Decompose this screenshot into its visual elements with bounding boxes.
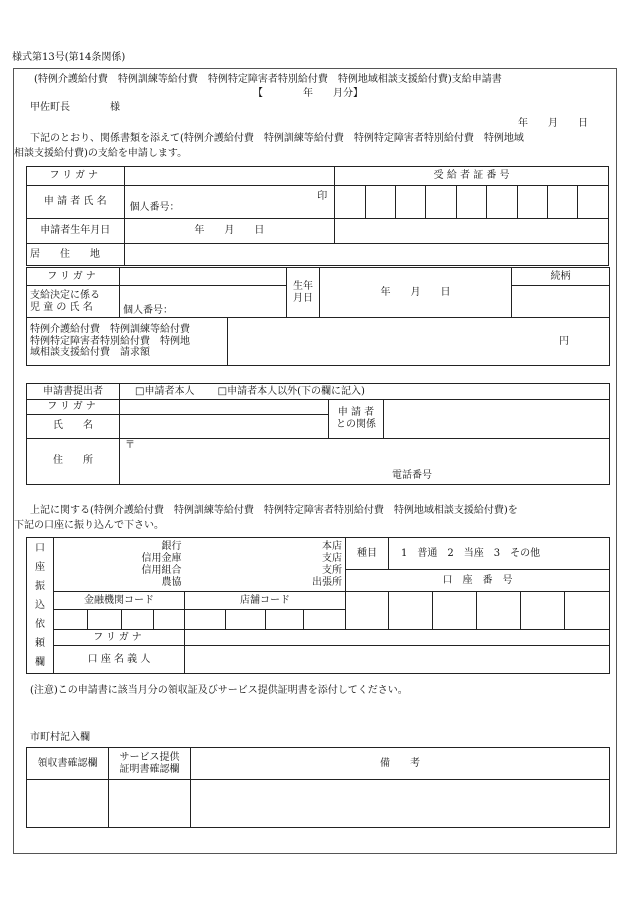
child-name-label: 支給決定に係る 児 童 の 氏 名 bbox=[27, 286, 120, 318]
municipal-heading: 市町村記入欄 bbox=[30, 732, 90, 743]
claim-label: 特例介護給付費 特例訓練等給付費 特例特定障害者特別給付費 特例地 域相談支援給付費 請求額 bbox=[27, 318, 228, 366]
receipt-check-label: 領収書確認欄 bbox=[27, 748, 109, 780]
cert-digit-5[interactable] bbox=[456, 186, 486, 219]
recipient-cert-label: 受 給 者 証 番 号 bbox=[335, 167, 609, 186]
inst-code-digit-1[interactable] bbox=[54, 610, 88, 630]
yen-unit: 円 bbox=[559, 335, 569, 347]
submitter-table bbox=[26, 383, 610, 485]
inst-code-digit-3[interactable] bbox=[122, 610, 154, 630]
institution-name-field[interactable]: 銀行 信用金庫 信用組合 農協 bbox=[54, 538, 185, 592]
account-digit-4[interactable] bbox=[477, 592, 521, 630]
municipal-table bbox=[26, 747, 610, 828]
service-check-label: サービス提供 証明書確認欄 bbox=[109, 748, 191, 780]
applicant-table bbox=[26, 166, 609, 266]
cert-digit-1[interactable] bbox=[335, 186, 365, 219]
submitter-options bbox=[120, 384, 610, 400]
submitter-label: 申請書提出者 bbox=[27, 384, 120, 400]
branch-code-digit-3[interactable] bbox=[266, 610, 304, 630]
remarks-label: 備 考 bbox=[191, 748, 610, 780]
child-birth-label: 生年 月日 bbox=[287, 268, 320, 318]
child-furigana-label: フリガナ bbox=[27, 268, 120, 286]
account-holder-field[interactable] bbox=[185, 646, 610, 674]
bank-side-label: 口 座 振 込 依 頼 欄 bbox=[27, 538, 54, 674]
account-holder-label: 口 座 名 義 人 bbox=[54, 646, 185, 674]
account-number-label: 口 座 番 号 bbox=[346, 570, 610, 592]
account-digit-2[interactable] bbox=[389, 592, 433, 630]
option-other-person[interactable]: □申請者本人以外(下の欄に記入) bbox=[217, 385, 365, 397]
relation-label: 続柄 bbox=[512, 268, 610, 286]
form-title-month: 【 年 月分】 bbox=[253, 88, 363, 99]
child-birth-field[interactable]: 年 月 日 bbox=[320, 268, 512, 318]
cert-digit-6[interactable] bbox=[487, 186, 517, 219]
service-check-field[interactable] bbox=[109, 780, 191, 828]
submitter-address-label: 住 所 bbox=[27, 438, 120, 484]
holder-furigana-field[interactable] bbox=[185, 630, 610, 646]
receipt-check-field[interactable] bbox=[27, 780, 109, 828]
account-digit-3[interactable] bbox=[433, 592, 477, 630]
seal-mark: 印 bbox=[317, 190, 328, 202]
attachment-note: (注意)この申請書に該当月分の領収証及びサービス提供証明書を添付してください。 bbox=[30, 685, 408, 696]
child-personal-number[interactable]: 個人番号： bbox=[123, 304, 173, 316]
submitter-name-field[interactable] bbox=[120, 414, 329, 438]
bank-spacer bbox=[304, 610, 346, 630]
cert-digit-2[interactable] bbox=[365, 186, 395, 219]
bank-intro: 上記に関する(特例介護給付費 特例訓練等給付費 特例特定障害者特別給付費 特例地域相談支援給付費)を bbox=[30, 505, 518, 516]
cert-digit-4[interactable] bbox=[426, 186, 456, 219]
cert-digit-9[interactable] bbox=[578, 186, 609, 219]
child-furigana-field[interactable] bbox=[120, 268, 287, 286]
claim-amount-field[interactable] bbox=[228, 318, 610, 366]
submitter-name-label: 氏 名 bbox=[27, 414, 120, 438]
applicant-birthdate-label: 申請者生年月日 bbox=[27, 219, 125, 244]
form-title: (特例介護給付費 特例訓練等給付費 特例特定障害者特別給付費 特例地域相談支援給付費)支給申請書 bbox=[34, 74, 502, 85]
postal-mark: 〒 bbox=[125, 439, 135, 451]
branch-code-digit-1[interactable] bbox=[185, 610, 226, 630]
intro-text-2: 相談支援給付費)の支給を申請します。 bbox=[14, 148, 188, 159]
applicant-furigana-field[interactable] bbox=[124, 167, 335, 186]
remarks-field[interactable] bbox=[191, 780, 610, 828]
submitter-address-field[interactable] bbox=[120, 438, 610, 484]
account-kind-options[interactable]: 1 普通 2 当座 3 その他 bbox=[389, 538, 610, 570]
applicant-address-label: 居 住 地 bbox=[27, 244, 125, 266]
branch-code-label: 店舗コード bbox=[185, 592, 346, 610]
account-digit-5[interactable] bbox=[521, 592, 565, 630]
option-applicant-self[interactable]: □申請者本人 bbox=[135, 385, 195, 397]
applicant-furigana-label: フリガナ bbox=[27, 167, 125, 186]
applicant-personal-number[interactable]: 個人番号： bbox=[129, 202, 180, 213]
submitter-furigana-label: フリガナ bbox=[27, 400, 120, 415]
claim-table bbox=[26, 317, 610, 366]
holder-furigana-label: フリガナ bbox=[54, 630, 185, 646]
applicant-blank[interactable] bbox=[335, 219, 609, 244]
account-digit-6[interactable] bbox=[565, 592, 610, 630]
phone-label: 電話番号 bbox=[392, 469, 432, 481]
branch-name-field[interactable]: 本店 支店 支所 出張所 bbox=[185, 538, 346, 592]
cert-digit-8[interactable] bbox=[548, 186, 578, 219]
cert-digit-3[interactable] bbox=[396, 186, 426, 219]
date-line[interactable]: 年 月 日 bbox=[518, 118, 588, 129]
submitter-furigana-field[interactable] bbox=[120, 400, 329, 415]
applicant-name-field[interactable] bbox=[124, 186, 335, 219]
applicant-name-label: 申 請 者 氏 名 bbox=[27, 186, 125, 219]
addressee: 甲佐町長 様 bbox=[30, 102, 120, 113]
submitter-relation-field[interactable] bbox=[384, 400, 610, 439]
cert-digit-7[interactable] bbox=[517, 186, 547, 219]
applicant-address-field[interactable] bbox=[124, 244, 609, 266]
intro-text: 下記のとおり、関係書類を添えて(特例介護給付費 特例訓練等給付費 特例特定障害者特別給付費 特例地域 bbox=[30, 133, 524, 144]
inst-code-digit-4[interactable] bbox=[154, 610, 185, 630]
institution-code-label: 金融機関コード bbox=[54, 592, 185, 610]
branch-code-digit-2[interactable] bbox=[226, 610, 266, 630]
bank-table bbox=[26, 537, 610, 674]
account-kind-label: 種目 bbox=[346, 538, 389, 570]
relation-field[interactable] bbox=[512, 286, 610, 318]
child-table bbox=[26, 267, 610, 318]
form-number: 様式第13号(第14条関係) bbox=[12, 52, 126, 63]
submitter-relation-label: 申 請 者 との関係 bbox=[329, 400, 384, 439]
child-name-field[interactable] bbox=[120, 286, 287, 318]
bank-intro-2: 下記の口座に振り込んで下さい。 bbox=[14, 520, 164, 531]
applicant-birthdate-field[interactable]: 年 月 日 bbox=[124, 219, 335, 244]
account-digit-1[interactable] bbox=[346, 592, 389, 630]
inst-code-digit-2[interactable] bbox=[88, 610, 122, 630]
